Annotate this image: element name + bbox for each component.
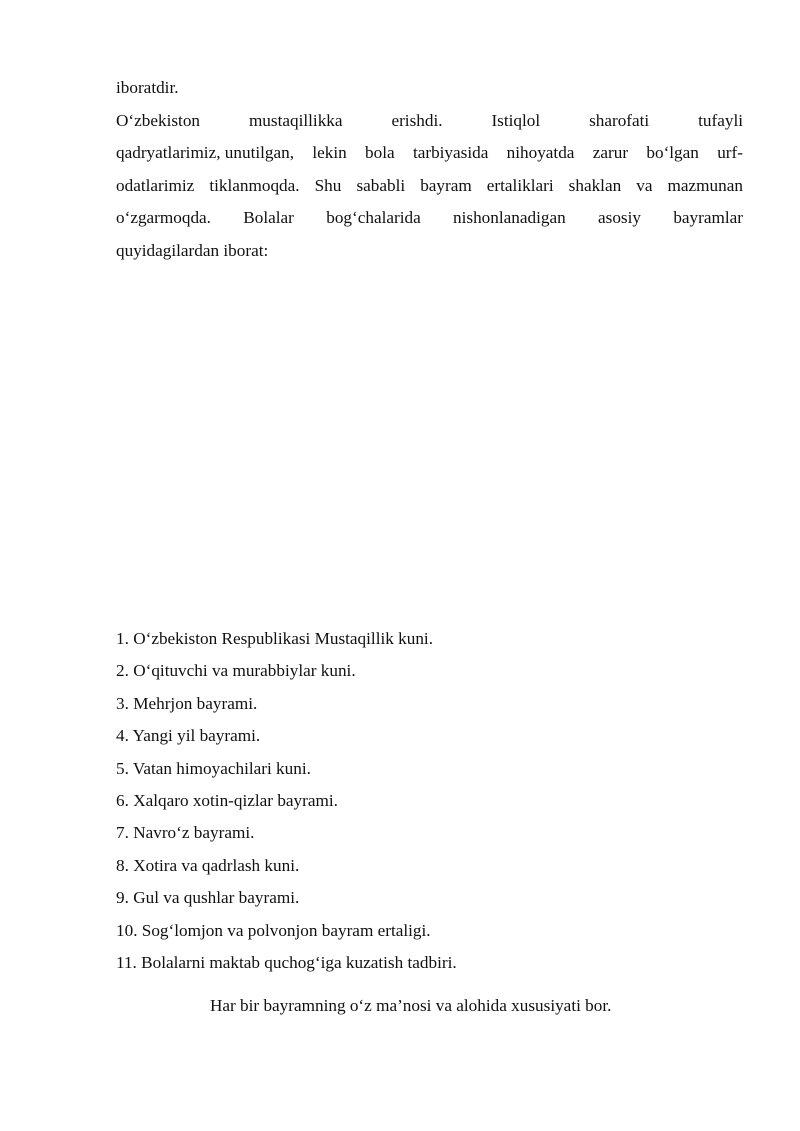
word: va <box>636 176 653 195</box>
paragraph-line-4 <box>116 176 743 196</box>
word: nishonlanadigan <box>453 208 566 227</box>
word: tarbiyasida <box>412 143 489 162</box>
list-item: 11. Bolalarni maktab quchog‘iga kuzatish tadbiri. <box>116 953 457 972</box>
list-item: 9. Gul va qushlar bayrami. <box>116 888 300 907</box>
word: bayramlar <box>673 208 743 227</box>
word: lekin <box>312 143 347 162</box>
word: tiklanmoqda. <box>209 176 300 195</box>
paragraph-line-3 <box>116 143 743 163</box>
word: bog‘chalarida <box>326 208 421 227</box>
word: odatlarimiz <box>116 176 195 195</box>
list-item: 8. Xotira va qadrlash kuni. <box>116 856 300 875</box>
word: sababli <box>356 176 406 195</box>
paragraph-line-6: quyidagilardan iborat: <box>116 241 269 260</box>
word: asosiy <box>598 208 641 227</box>
list-item: 7. Navro‘z bayrami. <box>116 823 255 842</box>
word: ertaliklari <box>486 176 554 195</box>
word: erishdi. <box>391 111 443 130</box>
word: sharofati <box>589 111 650 130</box>
list-item: 10. Sog‘lomjon va polvonjon bayram ertaligi. <box>116 921 431 940</box>
word: bo‘lgan <box>646 143 699 162</box>
paragraph-line-2 <box>116 111 743 131</box>
word: mustaqillikka <box>248 111 343 130</box>
word: tufayli <box>698 111 743 130</box>
word: shaklan <box>568 176 622 195</box>
list-item: 5. Vatan himoyachilari kuni. <box>116 759 311 778</box>
closing-sentence: Har bir bayramning o‘z ma’nosi va alohida xususiyati bor. <box>210 996 612 1015</box>
word: O‘zbekiston <box>116 111 201 130</box>
word: o‘zgarmoqda. <box>116 208 211 227</box>
word: qadryatlarimiz, unutilgan, <box>116 143 295 162</box>
paragraph-line-5 <box>116 208 743 228</box>
list-item: 2. O‘qituvchi va murabbiylar kuni. <box>116 661 356 680</box>
word: mazmunan <box>667 176 743 195</box>
word: Shu <box>314 176 342 195</box>
list-item: 6. Xalqaro xotin-qizlar bayrami. <box>116 791 338 810</box>
word: bayram <box>420 176 472 195</box>
word: Bolalar <box>243 208 294 227</box>
word: bola <box>365 143 395 162</box>
list-item: 1. O‘zbekiston Respublikasi Mustaqillik kuni. <box>116 629 433 648</box>
word: Istiqlol <box>491 111 541 130</box>
paragraph-line-1: iboratdir. <box>116 78 179 97</box>
list-item: 4. Yangi yil bayrami. <box>116 726 261 745</box>
word: zarur <box>592 143 629 162</box>
word: nihoyatda <box>506 143 575 162</box>
list-item: 3. Mehrjon bayrami. <box>116 694 258 713</box>
word: urf- <box>717 143 743 162</box>
